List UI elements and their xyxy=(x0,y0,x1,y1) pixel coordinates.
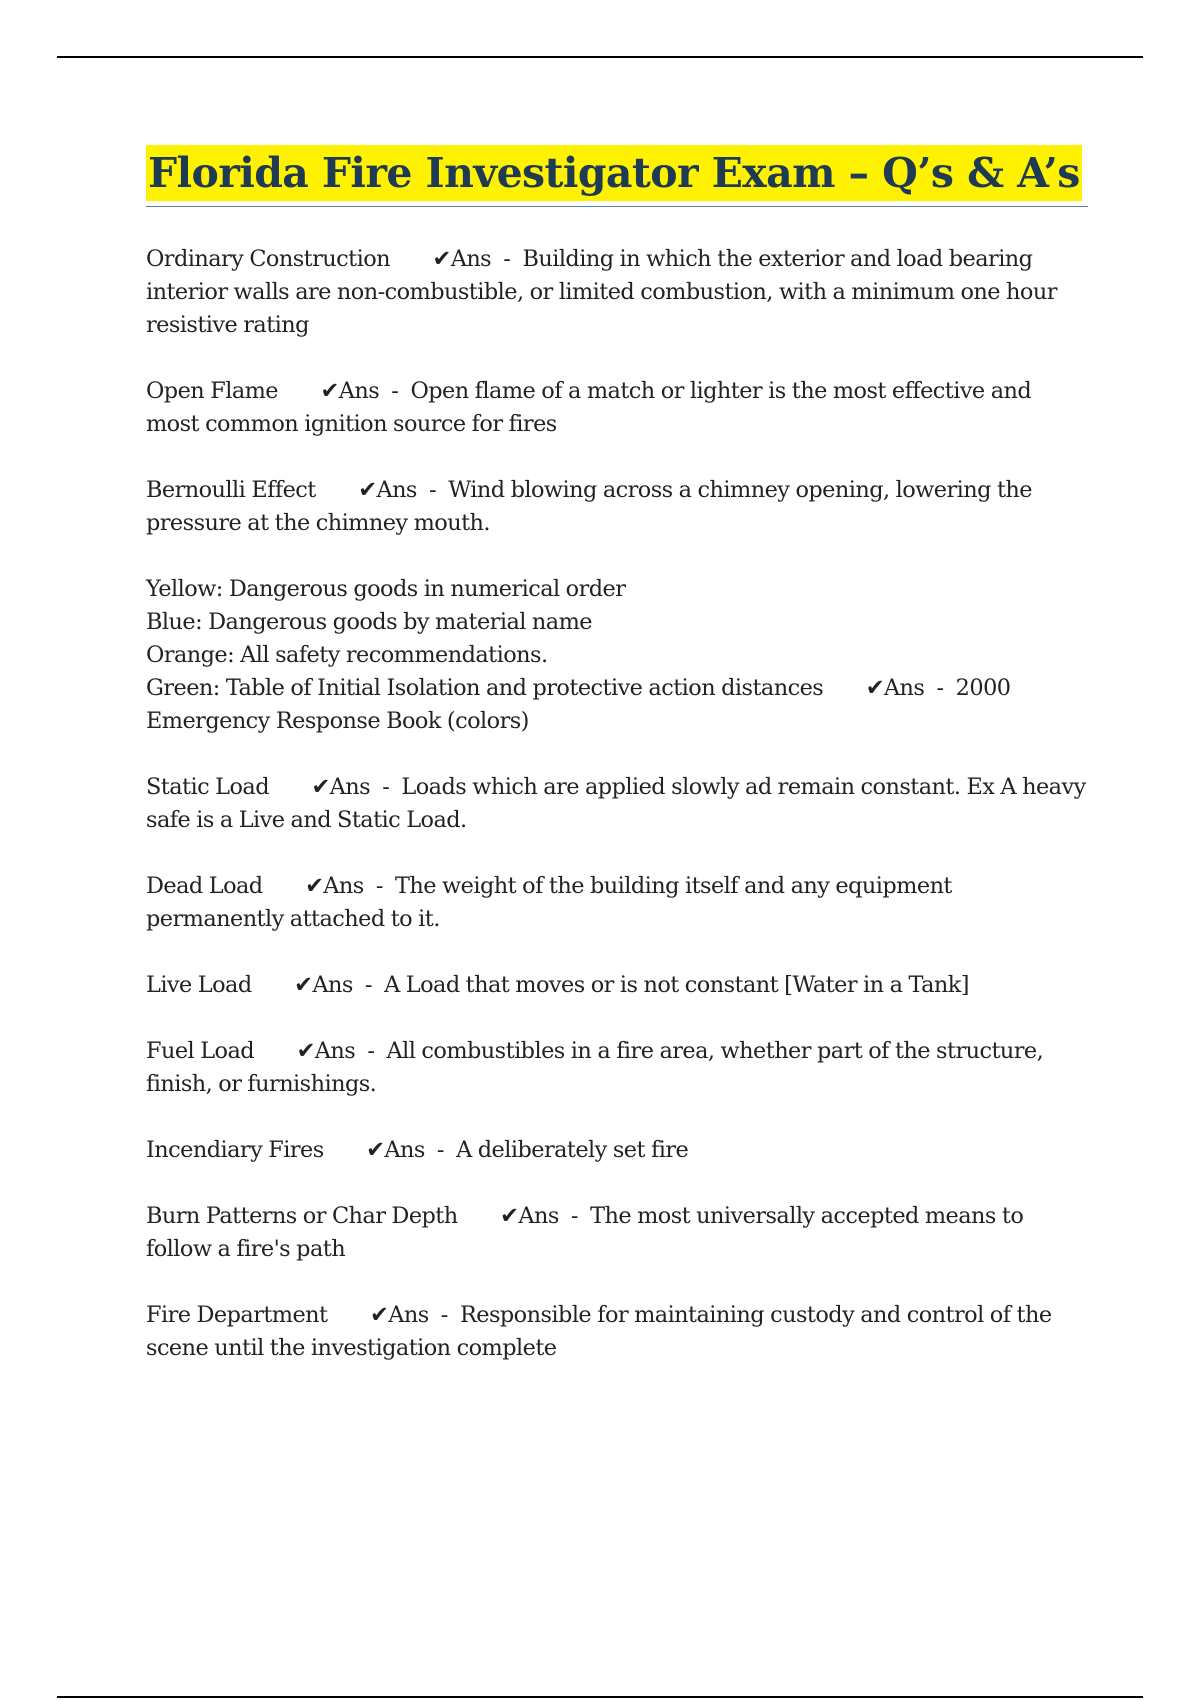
separator: - xyxy=(436,1137,444,1163)
qa-entry xyxy=(146,771,1090,837)
answer-text: The weight of the building itself and any equipment permanently attached to it. xyxy=(146,873,952,932)
question-line: Green: Table of Initial Isolation and protective action distances xyxy=(146,675,824,701)
separator: - xyxy=(440,1302,448,1328)
question-text: Dead Load xyxy=(146,873,263,899)
separator: - xyxy=(382,774,390,800)
answer-text: Loads which are applied slowly ad remain constant. Ex A heavy safe is a Live and Static Load. xyxy=(146,774,1086,833)
question-text: Open Flame xyxy=(146,378,279,404)
ans-marker: ✔Ans xyxy=(311,774,371,800)
ans-marker: ✔Ans xyxy=(370,1302,429,1328)
separator: - xyxy=(367,1038,375,1064)
question-text: Bernoulli Effect xyxy=(146,477,316,503)
question-text: Ordinary Construction xyxy=(146,246,390,272)
answer-text: A Load that moves or is not constant [Water in a Tank] xyxy=(384,972,969,998)
qa-entry xyxy=(146,375,1090,441)
qa-list xyxy=(146,243,1090,1398)
qa-entry xyxy=(146,474,1090,540)
qa-entry xyxy=(146,573,1090,738)
separator: - xyxy=(503,246,511,272)
qa-entry xyxy=(146,1200,1090,1266)
separator: - xyxy=(364,972,372,998)
ans-marker: ✔Ans xyxy=(320,378,380,404)
answer-text: Responsible for maintaining custody and control of the scene until the investigation complete xyxy=(146,1302,1052,1361)
answer-text: Open flame of a match or lighter is the most effective and most common ignition source for fires xyxy=(146,378,1032,437)
question-text: Live Load xyxy=(146,972,252,998)
qa-entry xyxy=(146,969,1090,1002)
question-text: Burn Patterns or Char Depth xyxy=(146,1203,458,1229)
answer-text: The most universally accepted means to follow a fire's path xyxy=(146,1203,1024,1262)
ans-marker: ✔Ans xyxy=(358,477,417,503)
question-line: Orange: All safety recommendations. xyxy=(146,642,548,668)
question-text: Static Load xyxy=(146,774,269,800)
separator: - xyxy=(936,675,944,701)
ans-marker: ✔Ans xyxy=(432,246,492,272)
question-line: Blue: Dangerous goods by material name xyxy=(146,609,592,635)
separator: - xyxy=(570,1203,578,1229)
ans-marker: ✔Ans xyxy=(865,675,925,701)
qa-entry xyxy=(146,1134,1090,1167)
qa-entry xyxy=(146,870,1090,936)
question-text: Fire Department xyxy=(146,1302,328,1328)
ans-marker: ✔Ans xyxy=(500,1203,559,1229)
footer-rule xyxy=(57,1696,1143,1698)
separator: - xyxy=(375,873,383,899)
answer-text: All combustibles in a fire area, whether part of the structure, finish, or furnishings. xyxy=(146,1038,1044,1097)
answer-text: Building in which the exterior and load bearing interior walls are non-combustible, or limited combustion, with a minimum one hour resistive rating xyxy=(146,246,1057,338)
qa-entry xyxy=(146,1299,1090,1365)
answer-text: Wind blowing across a chimney opening, lowering the pressure at the chimney mouth. xyxy=(146,477,1032,536)
header-rule xyxy=(57,56,1143,58)
ans-marker: ✔Ans xyxy=(305,873,364,899)
answer-text: 2000 Emergency Response Book (colors) xyxy=(146,675,1011,734)
ans-marker: ✔Ans xyxy=(296,1038,356,1064)
page-title: Florida Fire Investigator Exam – Q’s & A’s xyxy=(146,145,1082,201)
question-text: Fuel Load xyxy=(146,1038,255,1064)
qa-entry xyxy=(146,243,1090,342)
ans-marker: ✔Ans xyxy=(294,972,353,998)
answer-text: A deliberately set fire xyxy=(456,1137,689,1163)
question-text: Incendiary Fires xyxy=(146,1137,324,1163)
title-block xyxy=(146,145,1088,207)
separator: - xyxy=(391,378,399,404)
question-line: Yellow: Dangerous goods in numerical order xyxy=(146,576,626,602)
qa-entry xyxy=(146,1035,1090,1101)
separator: - xyxy=(429,477,437,503)
ans-marker: ✔Ans xyxy=(366,1137,425,1163)
